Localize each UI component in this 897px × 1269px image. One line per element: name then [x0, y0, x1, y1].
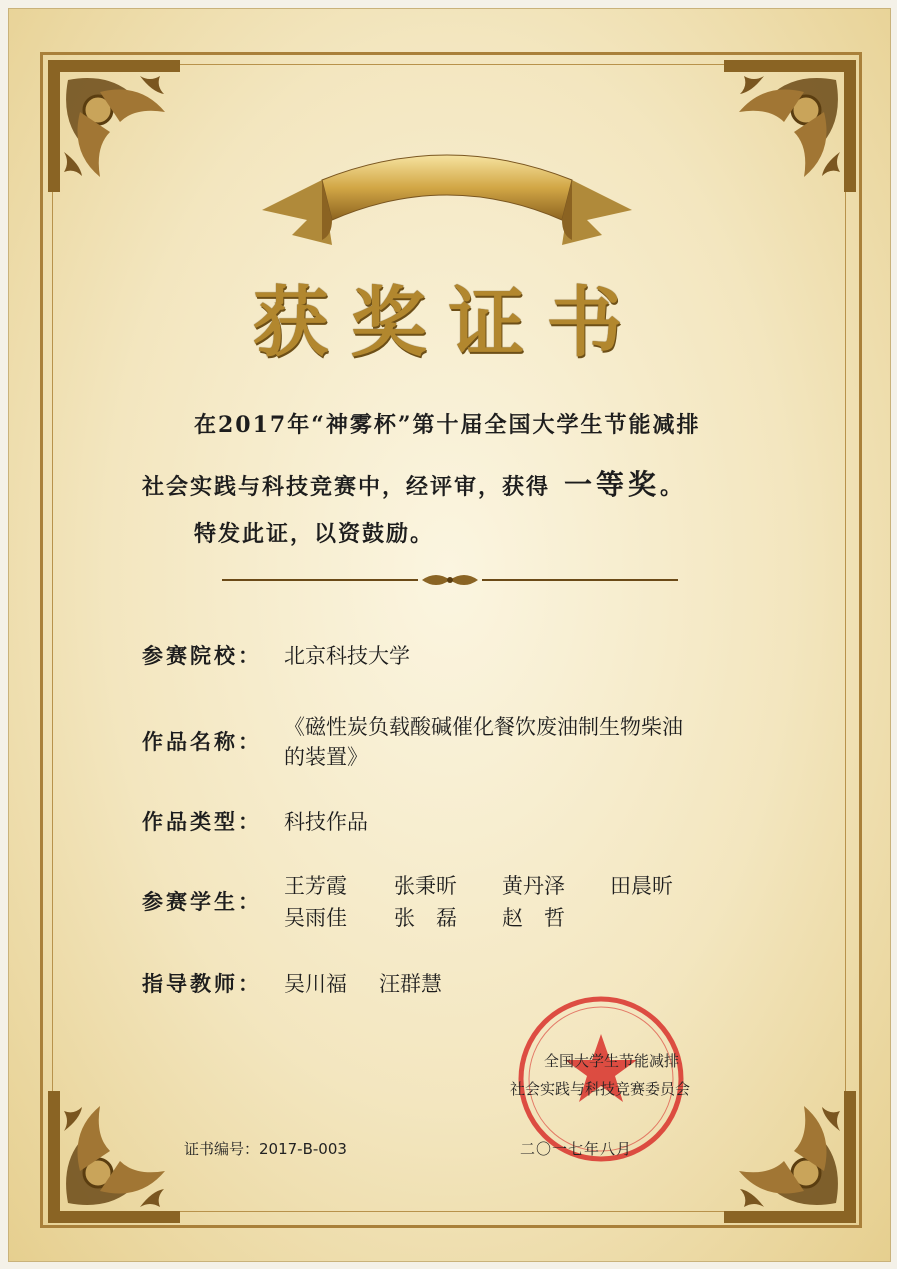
award-suffix: 。	[660, 474, 685, 500]
student-name: 赵 哲	[502, 906, 565, 930]
student-name: 田晨昕	[610, 874, 673, 898]
intro-line-2	[142, 463, 772, 503]
organizer-line-2: 社会实践与科技竞赛委员会	[510, 1080, 691, 1098]
school-value: 北京科技大学	[284, 644, 410, 668]
ornamental-divider-icon	[222, 570, 678, 590]
student-name: 张 磊	[394, 906, 457, 930]
corner-ornament-icon	[714, 1081, 864, 1231]
corner-ornament-icon	[40, 52, 190, 202]
award-level: 一等奖	[564, 468, 661, 501]
organizer-line-1: 全国大学生节能减排	[544, 1052, 680, 1070]
work-title-value	[284, 712, 683, 772]
student-name: 吴雨佳	[284, 906, 347, 930]
gold-ribbon-icon	[262, 140, 632, 260]
advisor-name: 吴川福	[284, 972, 347, 996]
intro-line-1: 在2017年“神雾杯”第十届全国大学生节能减排	[194, 412, 701, 438]
student-name: 王芳霞	[284, 874, 347, 898]
intro-line-2-text: 社会实践与科技竞赛中，经评审，获得	[142, 474, 551, 500]
advisors-value	[284, 968, 474, 998]
work-type-value: 科技作品	[284, 810, 368, 834]
intro-line-3: 特发此证，以资鼓励。	[194, 521, 435, 547]
advisors-label: 指导教师：	[142, 971, 262, 996]
student-name: 张秉昕	[394, 874, 457, 898]
work-title-line-2: 的装置》	[284, 745, 368, 769]
work-type-label: 作品类型：	[142, 809, 262, 834]
student-name: 黄丹泽	[502, 874, 565, 898]
work-title-label: 作品名称：	[142, 729, 262, 754]
students-label: 参赛学生：	[142, 889, 262, 914]
issue-date: 二〇一七年八月	[520, 1140, 633, 1158]
school-label: 参赛院校：	[142, 643, 262, 668]
corner-ornament-icon	[714, 52, 864, 202]
work-title-line-1: 《磁性炭负载酸碱催化餐饮废油制生物柴油	[284, 715, 683, 739]
corner-ornament-icon	[40, 1081, 190, 1231]
advisor-name: 汪群慧	[379, 972, 442, 996]
certificate-title: 获奖证书	[252, 278, 645, 367]
certificate-number: 证书编号：2017-B-003	[184, 1140, 347, 1158]
